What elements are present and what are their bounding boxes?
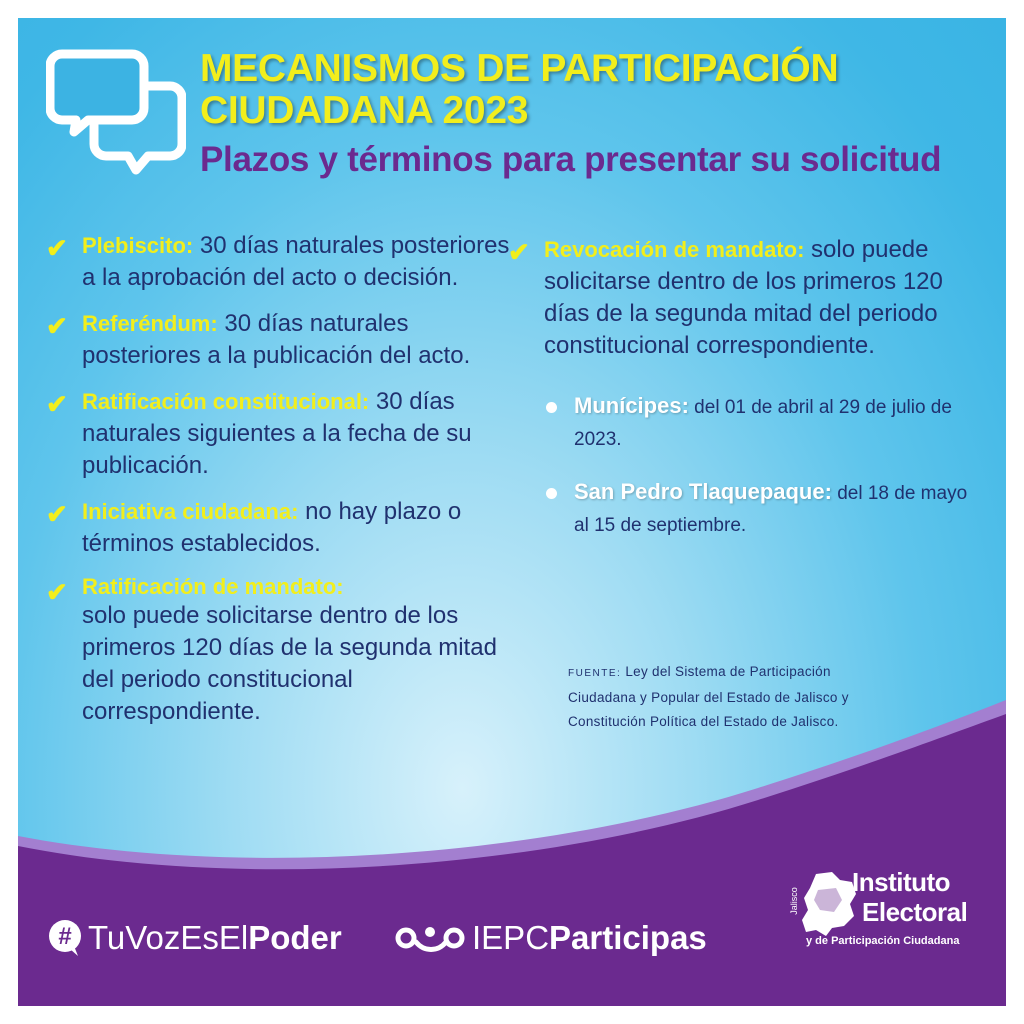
bullet-label: San Pedro Tlaquepaque: <box>574 479 832 504</box>
iepc-people-icon <box>394 922 466 954</box>
hashtag-bubble-icon <box>48 919 82 957</box>
check-icon: ✔ <box>46 389 68 419</box>
logo-line3: y de Participación Ciudadana <box>806 935 960 947</box>
item-label: Referéndum: <box>82 311 218 336</box>
poster <box>18 18 1006 1006</box>
item-text: solo puede solicitarse dentro de los primeros 120 días de la segunda mitad del periodo constitucional correspondiente. <box>82 602 497 725</box>
iepc-text-bold: Participas <box>549 919 707 956</box>
logo-line1: Instituto <box>852 867 951 897</box>
bullet-dot-icon <box>546 488 557 499</box>
page-title: MECANISMOS DE PARTICIPACIÓN CIUDADANA 2023 <box>200 47 839 132</box>
item-label: Ratificación constitucional: <box>82 389 370 414</box>
bullet-dot-icon <box>546 402 557 413</box>
iepc-text: IEPC <box>472 919 550 956</box>
left-column <box>46 230 516 742</box>
item-text: 30 días naturales posteriores a la publicación del acto. <box>82 310 471 369</box>
list-item-plebiscito <box>46 230 516 294</box>
item-label: Iniciativa ciudadana: <box>82 499 299 524</box>
item-label: Ratificación de mandato: <box>82 574 344 599</box>
check-icon: ✔ <box>508 237 530 267</box>
check-icon: ✔ <box>46 577 68 607</box>
item-text: no hay plazo o términos establecidos. <box>82 498 462 557</box>
hashtag-text-bold: Poder <box>248 919 342 956</box>
source-text: Ley del Sistema de Participación Ciudadana y Popular del Estado de Jalisco y Constitución Política del Estado de Jalisco. <box>568 664 849 729</box>
check-icon: ✔ <box>46 311 68 341</box>
logo-jalisco-text: Jalisco <box>788 887 799 915</box>
list-item-ratificacion-constitucional <box>46 386 516 482</box>
logo-line2: Electoral <box>862 897 968 927</box>
bullet-item-municipes <box>544 392 978 456</box>
hashtag-tuvozeselpoder <box>48 916 342 960</box>
item-label: Revocación de mandato: <box>544 237 805 262</box>
iepc-logo <box>786 860 986 970</box>
item-text: 30 días naturales siguientes a la fecha de su publicación. <box>82 388 472 479</box>
iepc-participas <box>394 916 707 960</box>
source-note <box>568 660 898 734</box>
check-icon: ✔ <box>46 233 68 263</box>
list-item-referendum <box>46 308 516 372</box>
hashtag-text: TuVozEsEl <box>88 919 249 956</box>
list-item-ratificacion-mandato <box>46 574 516 728</box>
chat-bubbles-icon <box>46 46 186 176</box>
item-text: 30 días naturales posteriores a la aprobación del acto o decisión. <box>82 232 510 291</box>
source-label: FUENTE: <box>568 668 622 679</box>
item-label: Plebiscito: <box>82 233 194 258</box>
bullet-text: del 18 de mayo al 15 de septiembre. <box>574 483 968 536</box>
jalisco-map-icon <box>798 870 860 940</box>
page-subtitle: Plazos y términos para presentar su solicitud <box>200 140 942 179</box>
list-item-iniciativa-ciudadana <box>46 496 516 560</box>
right-column <box>508 234 978 564</box>
bullet-text: del 01 de abril al 29 de julio de 2023. <box>574 397 952 450</box>
bullet-item-tlaquepaque <box>544 478 978 542</box>
list-item-revocacion-mandato <box>508 234 978 362</box>
check-icon: ✔ <box>46 499 68 529</box>
svg-text:#: # <box>58 923 72 950</box>
item-text: solo puede solicitarse dentro de los primeros 120 días de la segunda mitad del periodo constitucional correspondiente. <box>544 236 943 359</box>
bullet-list <box>508 392 978 542</box>
bullet-label: Munícipes: <box>574 393 689 418</box>
